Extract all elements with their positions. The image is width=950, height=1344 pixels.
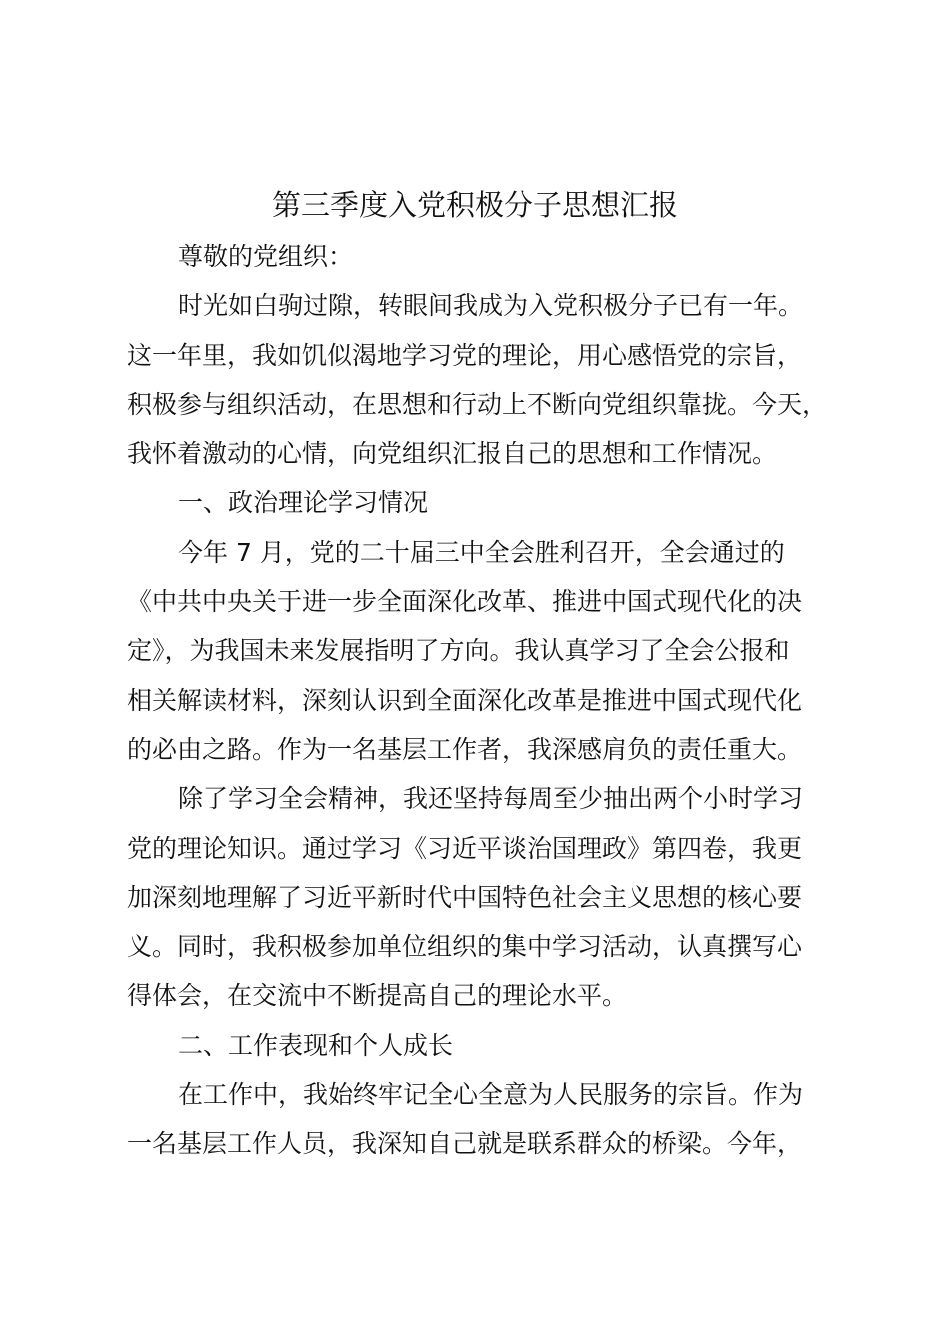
text-line: 一、政治理论学习情况: [178, 488, 429, 518]
text-line: 除了学习全会精神，我还坚持每周至少抽出两个小时学习: [178, 784, 804, 814]
document-title: 第三季度入党积极分子思想汇报: [271, 188, 678, 222]
text-line: 相关解读材料，深刻认识到全面深化改革是推进中国式现代化: [127, 685, 803, 715]
text-line: 时光如白驹过隙，转眼间我成为入党积极分子已有一年。: [178, 291, 804, 321]
text-line: 在工作中，我始终牢记全心全意为人民服务的宗旨。作为: [178, 1080, 804, 1110]
text-line: 定》，为我国未来发展指明了方向。我认真学习了全会公报和: [127, 636, 790, 666]
text-line: 的必由之路。作为一名基层工作者，我深感肩负的责任重大。: [127, 734, 803, 764]
text-line: 积极参与组织活动，在思想和行动上不断向党组织靠拢。今天，: [127, 389, 828, 419]
text-line: 加深刻地理解了习近平新时代中国特色社会主义思想的核心要: [127, 882, 803, 912]
text-line: 二、工作表现和个人成长: [178, 1030, 454, 1060]
text-line: 尊敬的党组织：: [178, 242, 354, 271]
document-body: [127, 232, 839, 1169]
text-line: 得体会，在交流中不断提高自己的理论水平。: [127, 981, 628, 1011]
text-line: 义。同时，我积极参加单位组织的集中学习活动，认真撰写心: [127, 932, 803, 962]
text-line: 一名基层工作人员，我深知自己就是联系群众的桥梁。今年，: [127, 1129, 803, 1159]
text-line: 这一年里，我如饥似渴地学习党的理论，用心感悟党的宗旨，: [127, 340, 803, 370]
text-line: 今年 7 月，党的二十届三中全会胜利召开，全会通过的: [178, 537, 785, 567]
text-line: 我怀着激动的心情，向党组织汇报自己的思想和工作情况。: [127, 439, 778, 469]
text-line: 《中共中央关于进一步全面深化改革、推进中国式现代化的决: [127, 587, 803, 617]
text-line: 党的理论知识。通过学习《习近平谈治国理政》第四卷，我更: [127, 833, 803, 863]
